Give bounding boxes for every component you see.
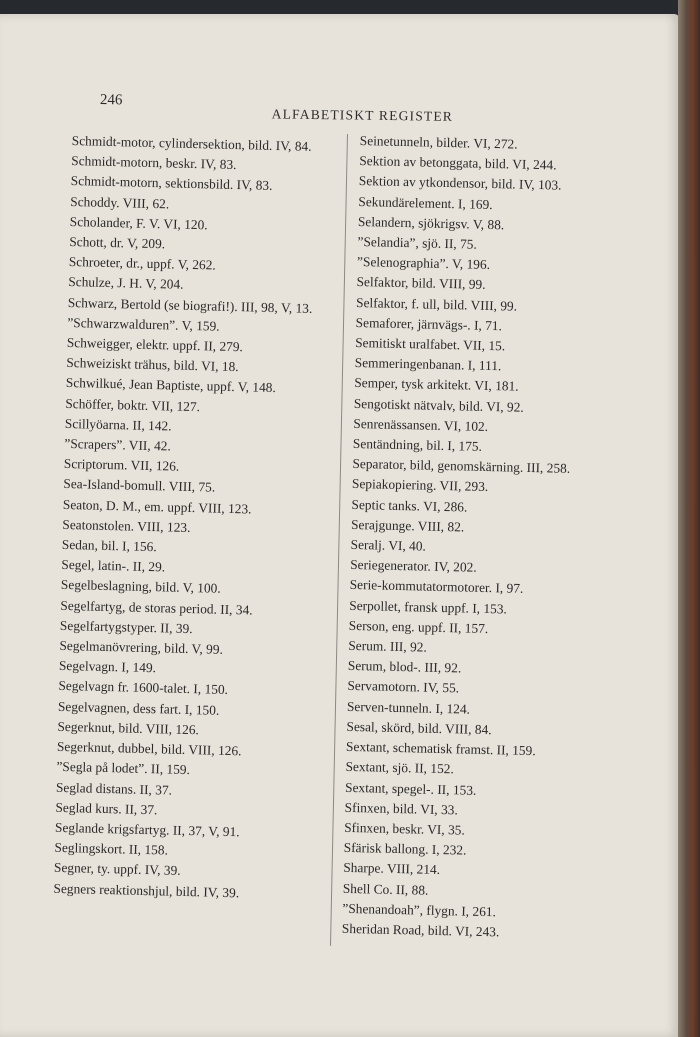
index-entry: Segelbeslagning, bild. V, 100. <box>60 577 221 597</box>
left-column <box>53 131 372 906</box>
index-entry: Seglande krigsfartyg. II, 37, V, 91. <box>54 819 240 840</box>
index-entry: Separator, bild, genomskärning. III, 258. <box>352 456 571 477</box>
index-entry: Segelfartyg, de storas period. II, 34. <box>60 597 253 618</box>
index-entry: Segelvagn fr. 1600-talet. I, 150. <box>58 678 229 698</box>
index-entry: Selandern, sjökrigsv. V, 88. <box>357 213 505 233</box>
index-entry: Sextant, sjö. II, 152. <box>345 759 454 777</box>
index-entry: Sekundärelement. I, 169. <box>358 193 493 212</box>
index-entry: Sea-Island-bomull. VIII, 75. <box>63 476 216 496</box>
page-number: 246 <box>99 92 123 109</box>
index-entry: Segel, latin-. II, 29. <box>61 557 166 575</box>
index-entry: Schweiziskt trähus, bild. VI, 18. <box>66 355 239 375</box>
index-entry: Serie-kommutatormotorer. I, 97. <box>349 577 524 597</box>
index-entry: Sedan, bil. I, 156. <box>61 536 157 555</box>
index-entry: Seaton, D. M., em. uppf. VIII, 123. <box>62 496 252 517</box>
index-entry: Sentändning, bil. I, 175. <box>352 435 483 454</box>
index-entry: ”Shenandoah”, flygn. I, 261. <box>342 900 497 920</box>
index-entry: ”Scrapers”. VII, 42. <box>64 435 171 454</box>
index-entry: Segners reaktionshjul, bild. IV, 39. <box>53 880 240 900</box>
index-entry: Sheridan Road, bild. VI, 243. <box>341 920 500 940</box>
index-entry: ”Schwarzwalduren”. V, 159. <box>67 314 220 334</box>
index-entry: Semaforer, järnvägs-. I, 71. <box>355 314 503 334</box>
index-entry: Segerknut, dubbel, bild. VIII, 126. <box>56 738 242 759</box>
index-entry: Seralj. VI, 40. <box>350 536 427 554</box>
index-entry: ”Selenographia”. V, 196. <box>356 254 491 273</box>
index-entry: Seglad distans. II, 37. <box>55 779 173 798</box>
index-entry: Schwilkué, Jean Baptiste, uppf. V, 148. <box>65 375 276 396</box>
index-entry: Seriegenerator. IV, 202. <box>349 557 477 576</box>
book-page <box>0 14 680 1037</box>
index-entry: ”Selandia”, sjö. II, 75. <box>357 233 478 252</box>
index-entry: Sfinxen, bild. VI, 33. <box>344 799 459 818</box>
index-entry: Segelvagnen, dess fart. I, 150. <box>57 698 220 718</box>
index-entry: Schott, dr. V, 209. <box>69 233 166 252</box>
index-entry: ”Segla på lodet”. II, 159. <box>56 759 191 778</box>
index-entry: Schroeter, dr., uppf. V, 262. <box>68 254 216 273</box>
index-entry: Sfärisk ballong. I, 232. <box>343 839 467 858</box>
index-entry: Shell Co. II, 88. <box>342 880 429 898</box>
index-entry: Selfaktor, bild. VIII, 99. <box>356 274 486 293</box>
index-entry: Semper, tysk arkitekt. VI, 181. <box>354 375 519 395</box>
index-entry: Scriptorum. VII, 126. <box>63 456 180 474</box>
book-page-edges <box>678 0 700 1037</box>
index-entry: Schöffer, boktr. VII, 127. <box>65 395 201 414</box>
index-entry: Segelfartygstyper. II, 39. <box>59 617 193 636</box>
index-entry: Serson, eng. uppf. II, 157. <box>348 617 489 636</box>
index-entry: Serpollet, fransk uppf. I, 153. <box>349 597 508 617</box>
index-entry: Segelmanövrering, bild. V, 99. <box>59 637 224 657</box>
index-entry: Seglad kurs. II, 37. <box>55 799 158 817</box>
index-entry: Schmidt-motorn, sektionsbild. IV, 83. <box>70 173 273 194</box>
index-entry: Sektion av ytkondensor, bild. IV, 103. <box>358 173 562 193</box>
index-entry: Seinetunneln, bilder. VI, 272. <box>359 132 518 152</box>
index-entry: Schoddy. VIII, 62. <box>70 193 170 212</box>
running-title: ALFABETISKT REGISTER <box>271 106 454 124</box>
index-entry: Septic tanks. VI, 286. <box>351 496 468 515</box>
page-header <box>100 92 580 129</box>
index-entry: Sextant, schematisk framst. II, 159. <box>345 738 536 759</box>
index-entry: Senrenässansen. VI, 102. <box>353 415 489 434</box>
index-entry: Sharpe. VIII, 214. <box>343 860 441 878</box>
index-entry: Sextant, spegel-. II, 153. <box>344 779 477 798</box>
index-entry: Sektion av betonggata, bild. VI, 244. <box>359 153 557 173</box>
index-entry: Segerknut, bild. VIII, 126. <box>57 718 200 738</box>
index-entry: Segelvagn. I, 149. <box>58 658 157 676</box>
index-entry: Schweigger, elektr. uppf. II, 279. <box>66 334 244 355</box>
index-entry: Sengotiskt nätvalv, bild. VI, 92. <box>353 395 524 415</box>
index-entry: Sepiakopiering. VII, 293. <box>351 476 489 495</box>
index-entry: Serum, blod-. III, 92. <box>347 658 462 676</box>
index-entry: Sesal, skörd, bild. VIII, 84. <box>346 718 492 738</box>
index-entry: Scholander, F. V. VI, 120. <box>69 213 208 233</box>
index-entry: Schmidt-motor, cylindersektion, bild. IV, 84. <box>71 132 312 154</box>
index-entry: Serajgunge. VIII, 82. <box>350 516 465 535</box>
index-entry: Schwarz, Bertold (se biografi!). III, 98, V, 13. <box>67 294 313 316</box>
right-column <box>342 131 660 946</box>
index-entry: Schulze, J. H. V, 204. <box>68 274 184 293</box>
index-entry: Servamotorn. IV, 55. <box>347 678 460 696</box>
index-entry: Semmeringenbanan. I, 111. <box>354 355 502 374</box>
index-entry: Segner, ty. uppf. IV, 39. <box>53 860 181 879</box>
index-entry: Seglingskort. II, 158. <box>54 839 169 858</box>
index-entry: Schmidt-motorn, beskr. IV, 83. <box>71 153 237 173</box>
index-entry: Sfinxen, beskr. VI, 35. <box>344 819 465 838</box>
index-entry: Seatonstolen. VIII, 123. <box>62 516 191 535</box>
index-entry: Selfaktor, f. ull, bild. VIII, 99. <box>355 294 518 314</box>
index-entry: Scillyöarna. II, 142. <box>64 415 172 434</box>
index-entry: Serum. III, 92. <box>348 637 427 655</box>
index-entry: Semitiskt uralfabet. VII, 15. <box>355 334 506 354</box>
index-entry: Serven-tunneln. I, 124. <box>346 698 471 717</box>
